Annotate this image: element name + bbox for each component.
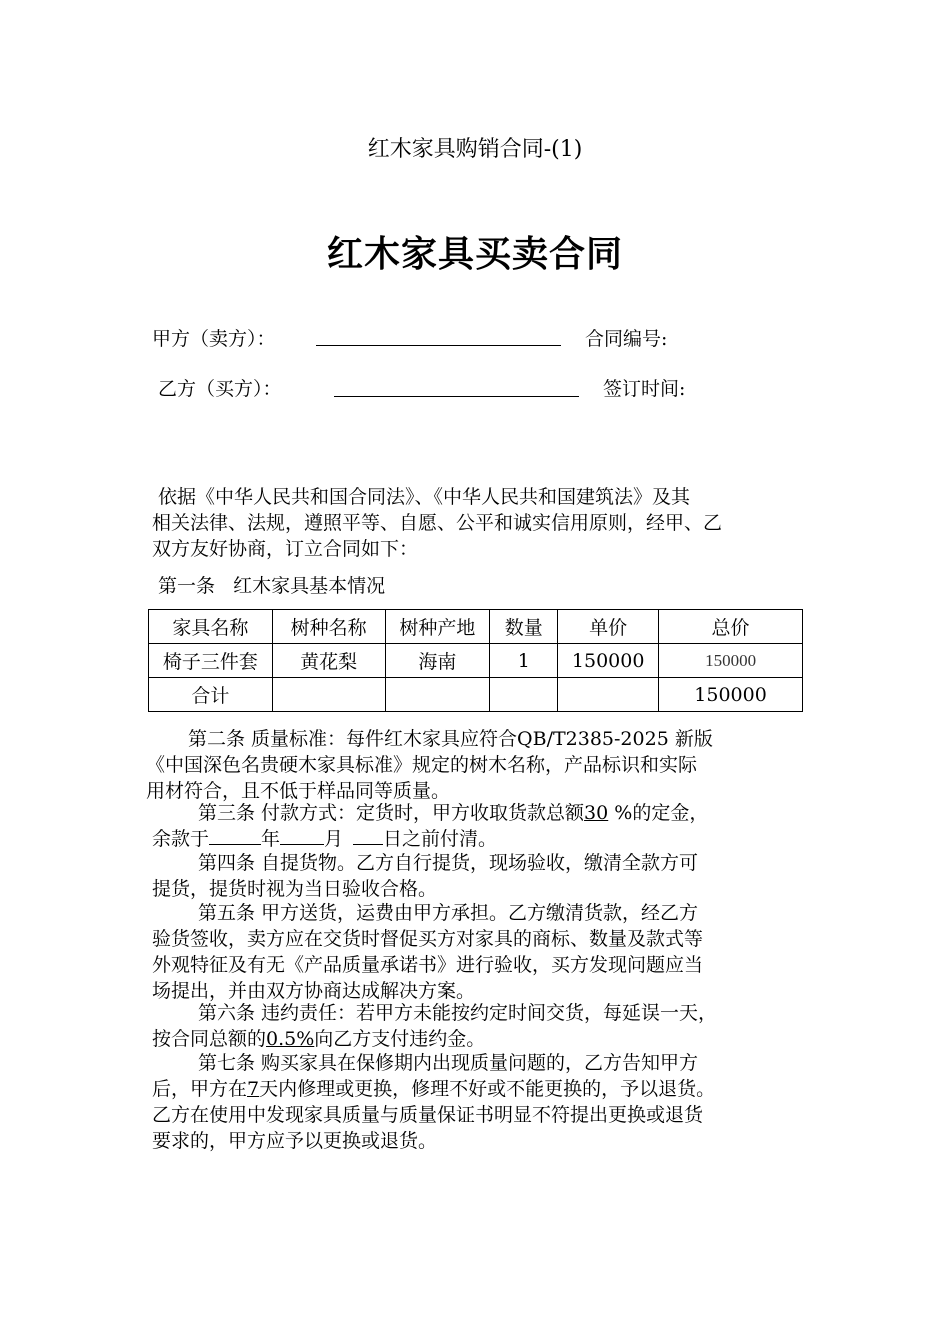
intro-line: 双方友好协商，订立合同如下： [152, 538, 419, 560]
table-row [149, 644, 803, 678]
repair-days: 7 [247, 1078, 260, 1100]
article-line: 提货，提货时视为当日验收合格。 [152, 878, 438, 900]
year-blank[interactable] [209, 826, 261, 845]
article-7 [152, 1050, 812, 1154]
table-cell: 150000 [558, 644, 659, 678]
table-cell: 150000 [659, 644, 803, 678]
total-value-cell: 150000 [659, 678, 803, 712]
article-text: 按合同总额的 [152, 1028, 267, 1050]
article-line: 乙方在使用中发现家具质量与质量保证书明显不符提出更换或退货 [152, 1104, 704, 1126]
article-text: 余款于 [152, 828, 210, 850]
deposit-percent: 30 [584, 802, 609, 824]
table-cell: 海南 [385, 644, 490, 678]
table-header-row [149, 610, 803, 644]
intro-line: 相关法律、法规，遵照平等、自愿、公平和诚实信用原则，经甲、乙 [152, 512, 723, 534]
article-text: %的定金， [608, 802, 709, 824]
party-a-label: 甲方（卖方）： [152, 328, 276, 350]
article-line [152, 800, 812, 826]
empty-cell [558, 678, 659, 712]
article-line: 用材符合，且不低于样品同等质量。 [146, 780, 451, 802]
article-text: 向乙方支付违约金。 [314, 1028, 486, 1050]
table-header-cell: 树种名称 [272, 610, 385, 644]
table-header-cell: 家具名称 [149, 610, 273, 644]
penalty-rate: 0.5% [266, 1028, 315, 1050]
party-a-field[interactable] [316, 344, 561, 346]
article-line [152, 826, 812, 852]
article-text: 天内修理或更换，修理不好或不能更换的，予以退货。 [259, 1078, 716, 1100]
intro-line: 依据《中华人民共和国合同法》、《中华人民共和国建筑法》及其 [158, 486, 691, 508]
article-line: 外观特征及有无《产品质量承诺书》进行验收，买方发现问题应当 [152, 954, 704, 976]
table-cell: 黄花梨 [272, 644, 385, 678]
article-line: 第二条 质量标准：每件红木家具应符合QB/T2385-2025 新版 [188, 728, 713, 750]
table-header-cell: 单价 [558, 610, 659, 644]
table-cell: 1 [490, 644, 558, 678]
article-text: 第三条 付款方式：定货时，甲方收取货款总额 [198, 802, 585, 824]
article-6 [152, 1000, 812, 1052]
article-line: 要求的，甲方应予以更换或退货。 [152, 1130, 438, 1152]
article-text: 年 [261, 828, 281, 850]
article-line: 第七条 购买家具在保修期内出现质量问题的，乙方告知甲方 [198, 1052, 699, 1074]
table-header-cell: 总价 [659, 610, 803, 644]
intro-paragraph [152, 484, 812, 562]
article-line: 第四条 自提货物。乙方自行提货，现场验收，缴清全款方可 [198, 852, 699, 874]
article-4 [152, 850, 812, 902]
article-line: 第六条 违约责任：若甲方未能按约定时间交货，每延误一天， [198, 1002, 718, 1024]
empty-cell [385, 678, 490, 712]
table-total-row [149, 678, 803, 712]
article-1-heading: 第一条 红木家具基本情况 [158, 575, 386, 597]
article-5 [152, 900, 812, 1004]
empty-cell [490, 678, 558, 712]
article-line [152, 1076, 812, 1102]
contract-number-label: 合同编号: [585, 328, 668, 350]
month-blank[interactable] [280, 826, 324, 845]
article-line: 第五条 甲方送货，运费由甲方承担。乙方缴清货款，经乙方 [198, 902, 699, 924]
article-line [152, 1026, 812, 1052]
article-text: 后，甲方在 [152, 1078, 248, 1100]
table-header-cell: 树种产地 [385, 610, 490, 644]
article-text: 日之前付清。 [383, 828, 498, 850]
article-2 [146, 726, 806, 804]
day-blank[interactable] [353, 826, 383, 845]
party-b-field[interactable] [334, 395, 579, 397]
table-cell: 椅子三件套 [149, 644, 273, 678]
sign-time-label: 签订时间: [603, 378, 686, 400]
table-header-cell: 数量 [490, 610, 558, 644]
document-title: 红木家具购销合同-(1) [367, 137, 583, 162]
article-line: 《中国深色名贵硬木家具标准》规定的树木名称，产品标识和实际 [146, 754, 698, 776]
article-line: 验货签收，卖方应在交货时督促买方对家具的商标、数量及款式等 [152, 928, 704, 950]
article-3 [152, 800, 812, 852]
total-label-cell: 合计 [149, 678, 273, 712]
article-line: 场提出，并由双方协商达成解决方案。 [152, 980, 476, 1002]
party-b-label: 乙方（买方）： [158, 378, 282, 400]
furniture-table [148, 609, 803, 712]
article-text: 月 [324, 828, 344, 850]
empty-cell [272, 678, 385, 712]
contract-title: 红木家具买卖合同 [326, 233, 623, 275]
